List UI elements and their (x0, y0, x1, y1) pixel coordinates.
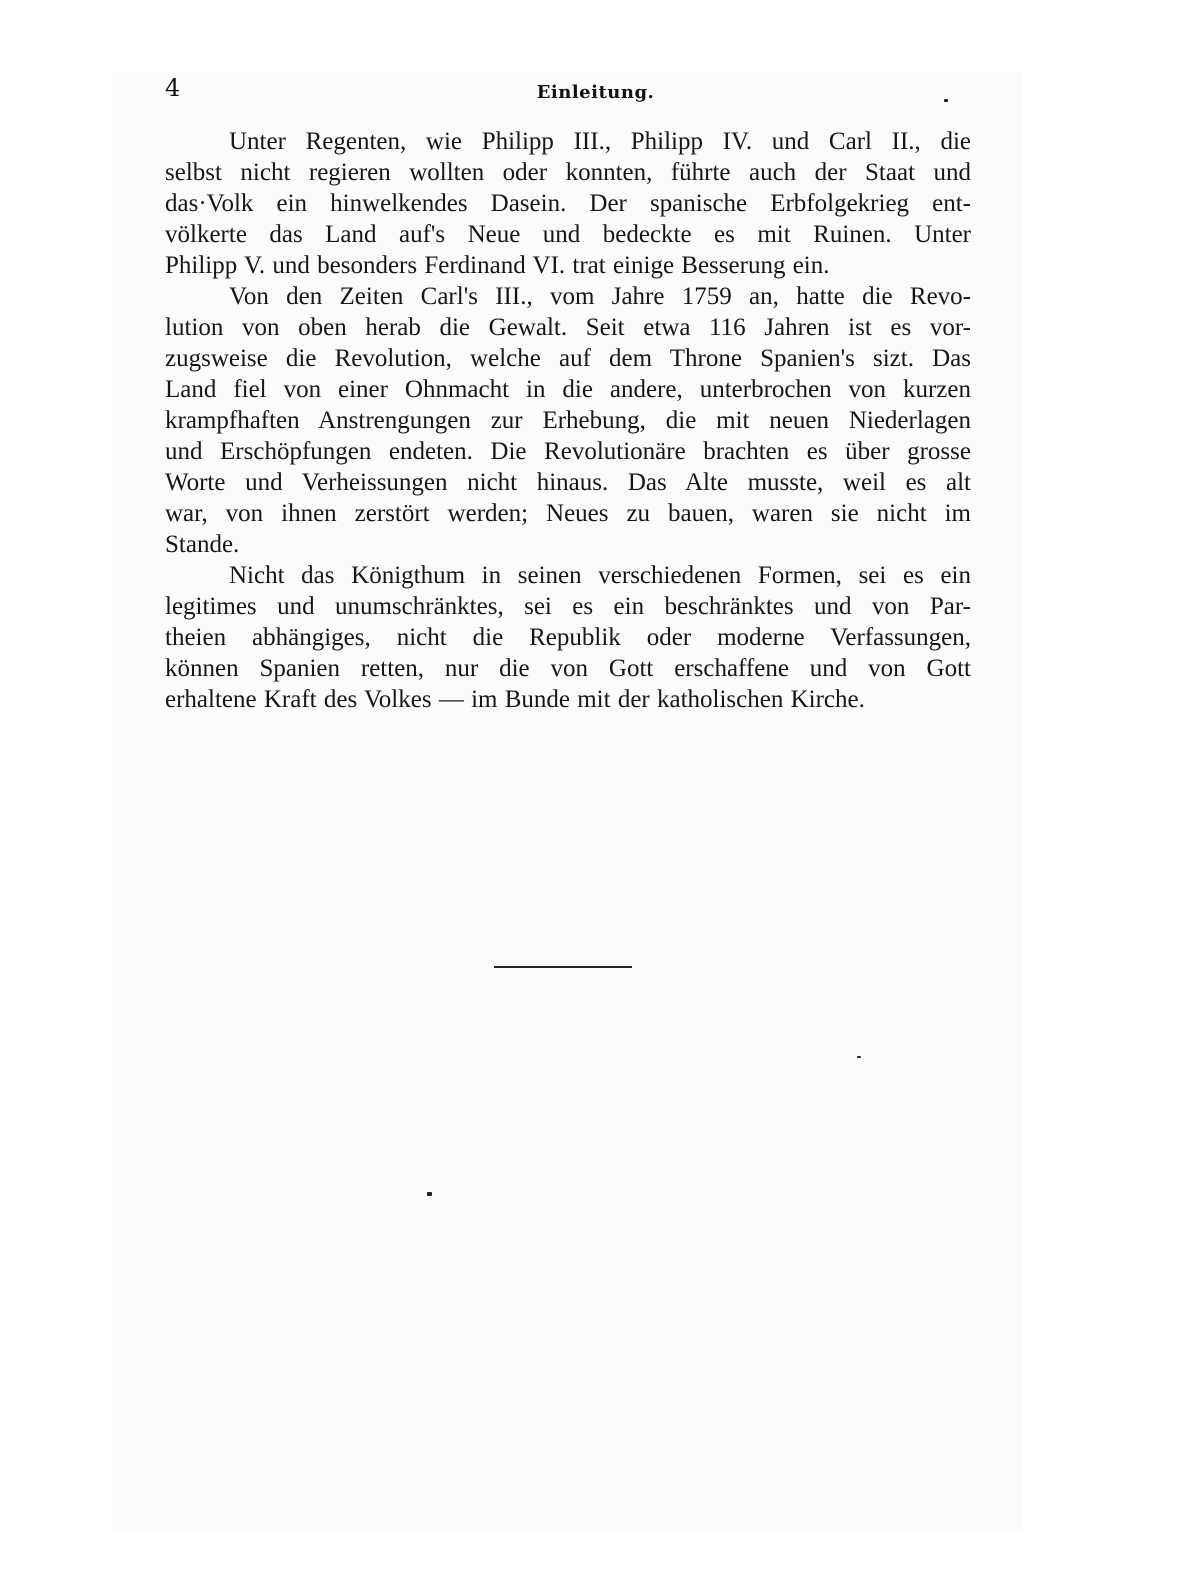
text-line: krampfhaften Anstrengungen zur Erhebung, die mit neuen Niederlagen (165, 407, 971, 434)
text-line: Land fiel von einer Ohnmacht in die andere, unterbrochen von kurzen (165, 376, 971, 403)
text-line: zugsweise die Revolution, welche auf dem Throne Spanien's sizt. Das (165, 345, 971, 372)
body-text (165, 126, 971, 715)
text-line: Stande. (165, 531, 240, 558)
paragraph-2 (165, 281, 971, 560)
text-line: legitimes und unumschränktes, sei es ein beschränktes und von Par- (165, 593, 971, 620)
text-line: Worte und Verheissungen nicht hinaus. Das Alte musste, weil es alt (165, 469, 971, 496)
text-line: können Spanien retten, nur die von Gott erschaffene und von Gott (165, 655, 971, 682)
text-line: Unter Regenten, wie Philipp III., Philipp IV. und Carl II., die (229, 128, 971, 155)
text-line: theien abhängiges, nicht die Republik oder moderne Verfassungen, (165, 624, 971, 651)
stray-mark (427, 1192, 432, 1196)
text-line: lution von oben herab die Gewalt. Seit etwa 116 Jahren ist es vor- (165, 314, 971, 341)
stray-mark (944, 99, 948, 102)
text-line: Nicht das Königthum in seinen verschiedenen Formen, sei es ein (229, 562, 971, 589)
text-line: erhaltene Kraft des Volkes — im Bunde mit der katholischen Kirche. (165, 686, 865, 713)
text-line: war, von ihnen zerstört werden; Neues zu bauen, waren sie nicht im (165, 500, 971, 527)
paragraph-1 (165, 126, 971, 281)
section-end-rule (494, 966, 632, 968)
paragraph-3 (165, 560, 971, 715)
text-line: selbst nicht regieren wollten oder konnten, führte auch der Staat und (165, 159, 971, 186)
text-line: völkerte das Land auf's Neue und bedeckte es mit Ruinen. Unter (165, 221, 971, 248)
text-line: Philipp V. und besonders Ferdinand VI. trat einige Besserung ein. (165, 252, 830, 279)
running-head: Einleitung. (536, 82, 655, 103)
text-line: und Erschöpfungen endeten. Die Revolutionäre brachten es über grosse (165, 438, 971, 465)
page-number: 4 (165, 74, 181, 102)
stray-mark (857, 1056, 861, 1058)
text-line: Von den Zeiten Carl's III., vom Jahre 1759 an, hatte die Revo- (229, 283, 971, 310)
text-line: das·Volk ein hinwelkendes Dasein. Der spanische Erbfolgekrieg ent- (165, 190, 971, 217)
